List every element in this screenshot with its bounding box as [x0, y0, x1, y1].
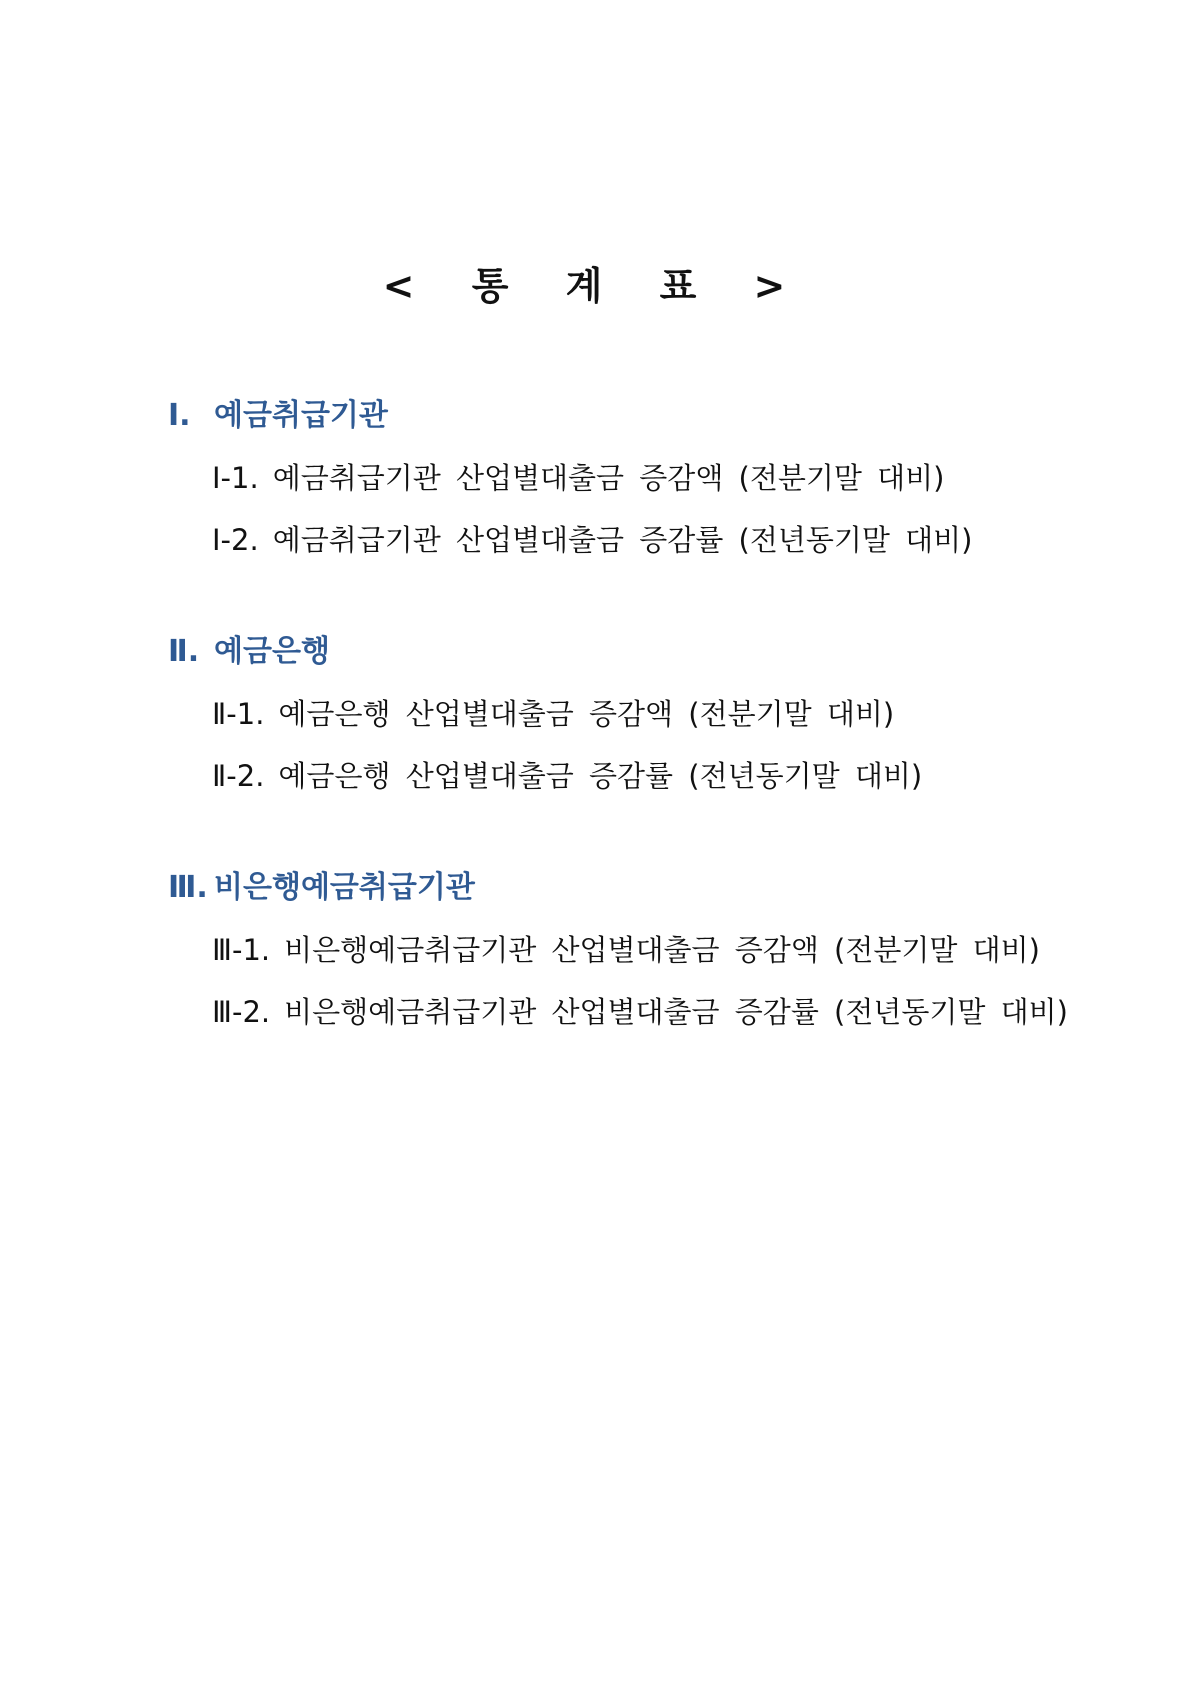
item-label: 비은행예금취급기관 산업별대출금 증감률 (전년동기말 대비)	[284, 995, 1068, 1029]
section-heading	[168, 396, 388, 436]
section-heading	[168, 632, 330, 672]
section-heading-label: 비은행예금취급기관	[214, 870, 475, 905]
table-list-item[interactable]	[212, 458, 944, 498]
item-label: 비은행예금취급기관 산업별대출금 증감액 (전분기말 대비)	[284, 933, 1040, 967]
table-list-item[interactable]	[212, 992, 1068, 1032]
section-heading-label: 예금은행	[214, 634, 330, 669]
item-code: Ⅱ-1.	[212, 697, 265, 731]
section-heading	[168, 868, 475, 908]
item-label: 예금취급기관 산업별대출금 증감액 (전분기말 대비)	[272, 461, 945, 495]
table-list-item[interactable]	[212, 520, 973, 560]
item-code: Ⅲ-1.	[212, 933, 271, 967]
section-numeral: Ⅱ.	[168, 634, 200, 669]
item-label: 예금은행 산업별대출금 증감률 (전년동기말 대비)	[278, 759, 923, 793]
section-numeral: Ⅲ.	[168, 870, 208, 905]
table-list-item[interactable]	[212, 756, 922, 796]
item-label: 예금은행 산업별대출금 증감액 (전분기말 대비)	[278, 697, 895, 731]
section-heading-label: 예금취급기관	[214, 398, 388, 433]
item-code: Ⅲ-2.	[212, 995, 271, 1029]
item-code: Ⅰ-1.	[212, 461, 259, 495]
table-list-item[interactable]	[212, 930, 1040, 970]
table-list-item[interactable]	[212, 694, 894, 734]
item-label: 예금취급기관 산업별대출금 증감률 (전년동기말 대비)	[272, 523, 973, 557]
item-code: Ⅰ-2.	[212, 523, 259, 557]
page-title: < 통 계 표 >	[382, 264, 808, 308]
item-code: Ⅱ-2.	[212, 759, 265, 793]
section-numeral: Ⅰ.	[168, 398, 191, 433]
